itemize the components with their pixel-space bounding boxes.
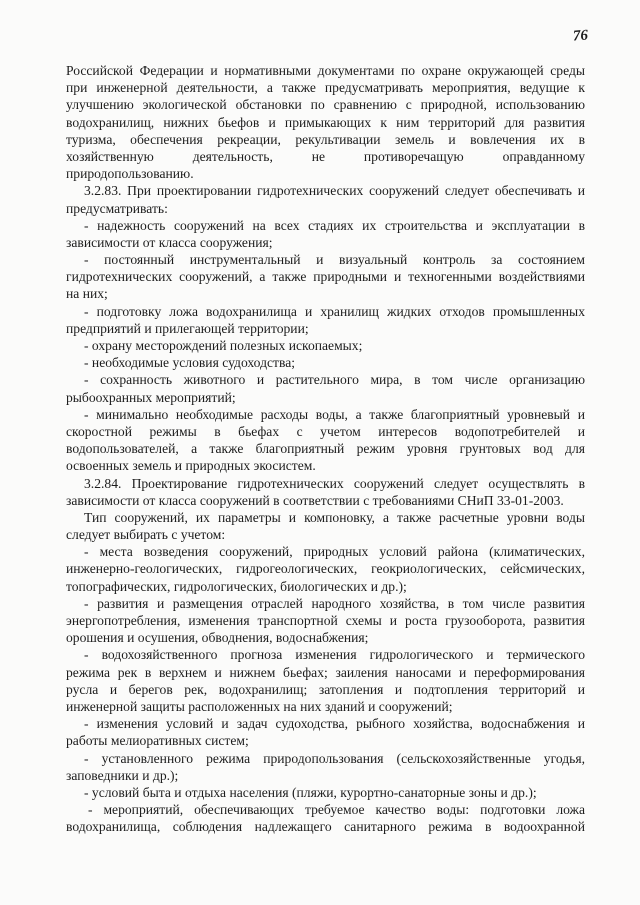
text-line: природопользованию. <box>66 166 194 182</box>
text-line: - сохранность животного и растительного мира, в том числе организацию <box>84 372 585 388</box>
text-line: инженерной защиты расположенных на них зданий и сооружений; <box>66 698 453 714</box>
text-line: скоростной режимы в бьефах с учетом интересов водопотребителей и <box>66 423 585 439</box>
text-line: водохранилища, соблюдения надлежащего санитарного режима в водоохранной <box>66 819 585 835</box>
text-line: на них; <box>66 286 108 302</box>
text-line: Тип сооружений, их параметры и компоновку, а также расчетные уровни воды <box>84 509 585 525</box>
text-line: энергопотребления, изменения транспортной схемы и роста грузооборота, развития <box>66 613 585 628</box>
text-line: - необходимые условия судоходства; <box>84 355 296 371</box>
text-line: предусматривать: <box>66 200 168 216</box>
text-line: русла и берегов рек, водохранилищ; затопления и подтопления территорий и <box>66 681 585 697</box>
text-line: - водохозяйственного прогноза изменения гидрологического и термического <box>84 647 585 663</box>
text-line: 3.2.84. Проектирование гидротехнических сооружений следует осуществлять в <box>84 475 585 491</box>
text-line: предприятий и прилегающей территории; <box>66 320 309 336</box>
body-text <box>66 62 585 835</box>
text-line: режима рек в верхнем и нижнем бьефах; заиления наносами и переформирования <box>66 664 585 680</box>
text-line: рыбоохранных мероприятий; <box>66 389 236 405</box>
text-line: - минимально необходимые расходы воды, а также благоприятный уровневый и <box>84 406 585 422</box>
text-line: водохранилищ, нижних бьефов и примыкающих к ним территорий для развития <box>66 114 585 130</box>
text-line: работы мелиоративных систем; <box>66 733 249 749</box>
text-line: туризма, обеспечения рекреации, рекультивации земель и вовлечения их в <box>66 131 585 147</box>
text-line: - мероприятий, обеспечивающих требуемое качество воды: подготовки ложа <box>88 802 585 818</box>
text-line: - изменения условий и задач судоходства, рыбного хозяйства, водоснабжения и <box>84 716 585 732</box>
text-line: при инженерной деятельности, а также предусматривать мероприятия, ведущие к <box>66 80 585 96</box>
text-line: - установленного режима природопользования (сельскохозяйственные угодья, <box>84 750 585 766</box>
text-line: - охрану месторождений полезных ископаемых; <box>84 338 363 353</box>
text-line: - надежность сооружений на всех стадиях их строительства и эксплуатации в <box>84 217 585 233</box>
text-line: орошения и осушения, обводнения, водоснабжения; <box>66 630 369 646</box>
text-line: 3.2.83. При проектировании гидротехнических сооружений следует обеспечивать и <box>84 183 585 199</box>
text-line: улучшению экологической обстановки по сравнению с природной, использованию <box>66 97 585 113</box>
text-line: - развития и размещения отраслей народного хозяйства, в том числе развития <box>84 595 585 611</box>
text-line: водопользователей, а также благоприятный режим уровня грунтовых вод для <box>66 441 585 457</box>
text-line: - условий быта и отдыха населения (пляжи, курортно-санаторные зоны и др.); <box>84 784 537 800</box>
text-line: хозяйственную деятельность, не противоречащую оправданному <box>66 148 585 164</box>
text-line: заповедники и др.); <box>66 767 179 783</box>
page-number: 76 <box>572 27 589 45</box>
text-line: освоенных земель и природных экосистем. <box>66 458 316 474</box>
text-line: следует выбирать с учетом: <box>66 527 226 543</box>
text-line: топографических, гидрологических, биологических и др.); <box>66 578 407 594</box>
text-line: Российской Федерации и нормативными документами по охране окружающей среды <box>66 63 585 78</box>
text-line: - подготовку ложа водохранилища и хранилищ жидких отходов промышленных <box>84 303 585 319</box>
text-line: зависимости от класса сооружений в соответствии с требованиями СНиП 33-01-2003. <box>66 492 564 508</box>
text-line: - постоянный инструментальный и визуальный контроль за состоянием <box>84 252 585 268</box>
text-line: - места возведения сооружений, природных условий района (климатических, <box>84 544 585 560</box>
text-line: зависимости от класса сооружения; <box>66 234 273 250</box>
text-line: гидротехнических сооружений, а также природными и техногенными воздействиями <box>66 269 585 285</box>
text-line: инженерно-геологических, гидрогеологических, геокриологических, сейсмических, <box>66 561 585 577</box>
